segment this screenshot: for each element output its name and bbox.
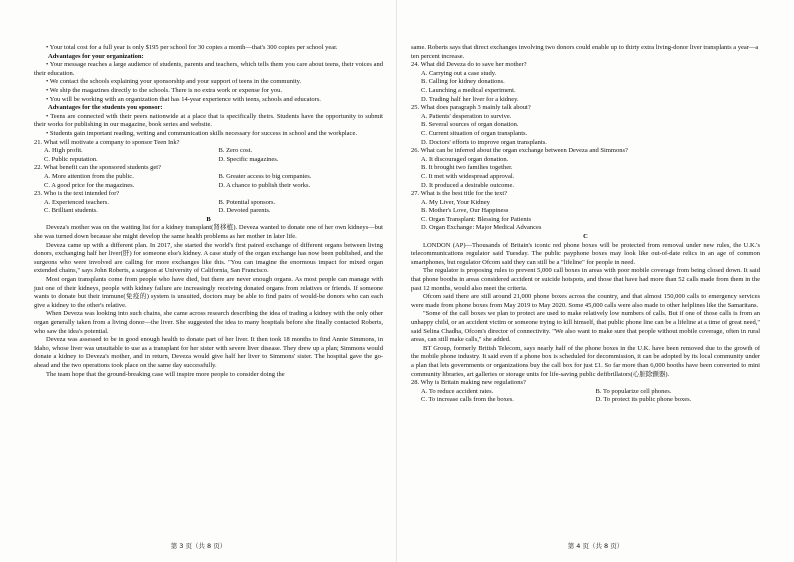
question-23: 23. Who is the text intended for? [34,190,120,198]
options-row [34,173,383,182]
section-heading: Advantages for the students you sponsor: [48,104,163,112]
option: C. A good price for the magazines. [44,181,135,189]
paragraph: • We ship the magazines directly to the schools. There is no extra work or expense for you. [46,86,282,94]
option: A. Carrying out a case study. [421,69,497,77]
option: D. Organ Exchange: Major Medical Advances [421,224,542,232]
paragraph: The regulator is proposing rules to prevent 5,000 call boxes in areas with poor mobile coverage from being closed down. It said that phone booths in areas considered accident or suicide hotspots, and those that have had more than 52 calls made from them in the past 12 months, would also meet the criteria. [411,267,760,292]
paragraph: • Students gain important reading, writing and communication skills necessary for success in school and the workplace. [46,129,357,137]
paragraph: • Your total cost for a full year is only $195 per school for 30 copies a month—that's 300 copies per school year. [46,44,338,51]
paragraph: "Some of the call boxes we plan to protect are used to make relatively low numbers of calls. But if one of those calls is from an unhappy child, or an accident victim or someone trying to kill himself, that public phone line can be a lifeline at a time of great need," said Selina Chadha, Ofcom's director of connectivity. "We also want to make sure that people without mobile coverage, often in rural areas, can still make calls," she added. [411,310,760,344]
paragraph: Deveza came up with a different plan. In 2017, she started the world's first paired exchange of different organs between living donors, exchanging half her liver(肝) for someone else's kidney. A case study of the organ exchange has now been published, and the surgeons who were involved are calling for more exchanges like this. "You can imagine the enormous impact for mixed organ extended chains," says John Roberts, a surgeon at University of California, San Francisco. [34,241,383,275]
question-26: 26. What can be inferred about the organ exchange between Deveza and Simmons? [411,147,628,155]
option: A. Patients' desperation to survive. [421,112,512,120]
option: B. Potential sponsors. [218,198,276,206]
option: D. A chance to publish their works. [218,181,311,189]
option: C. Current situation of organ transplants. [421,129,528,137]
question-24: 24. What did Deveza do to save her mother? [411,61,527,69]
paragraph: LONDON (AP)—Thousands of Britain's iconic red phone boxes will be protected from removal under new rules, the U.K.'s telecommunications regulator said Tuesday. The public payphone boxes may look like out-of-date relics in an age of common smartphones, but regulator Ofcom said they can still be a "lifeline" for people in need. [411,241,760,266]
options-row [34,147,383,156]
option: D. It produced a desirable outcome. [421,181,514,189]
option: A. Experienced teachers. [44,198,109,206]
option: C. It met with widespread approval. [421,172,515,180]
options-row [34,207,383,216]
page-right [397,0,794,562]
option: A. More attention from the public. [44,172,134,180]
paragraph: Deveza's mother was on the waiting list for a kidney transplant(肾移植). Deveza wanted to donate one of her own kidneys—but she was turned down because she might develop the same health problems as her mother in later life. [34,224,383,241]
option: B. To popularize cell phones. [595,387,672,395]
option: D. Trading half her liver for a kidney. [421,95,519,103]
option: C. To increase calls from the boxes. [421,396,514,404]
options-row [411,388,760,397]
question-25: 25. What does paragraph 3 mainly talk about? [411,104,531,112]
option: C. Launching a medical experiment. [421,86,516,94]
paragraph: • Your message reaches a large audience of students, parents and teachers, which tells them you care about teens, their voices and their education. [34,61,383,77]
left-column-text [34,44,383,379]
paragraph: When Deveza was looking into such chains, she came across research describing the idea of trading a kidney with the only other organ generally taken from a living donor—the liver. She suggested the idea to many hospitals before she finally contacted Roberts, who saw the idea's potential. [34,310,383,335]
options-row [411,396,760,405]
paragraph: • We contact the schools explaining your sponsorship and your support of teens in the community. [46,78,302,86]
paragraph: Ofcom said there are still around 21,000 phone boxes across the country, and that almost 150,000 calls to emergency services were made from phone boxes from May 2019 to May 2020. Some 45,000 calls were also made to other helplines like the Samaritans. [411,293,760,309]
option: A. To reduce accident rates. [421,387,494,395]
option: B. Zero cost. [218,147,253,155]
option: D. To protect its public phone boxes. [595,396,692,404]
question-28: 28. Why is Britain making new regulations? [411,379,526,387]
question-21: 21. What will motivate a company to sponsor Teen Ink? [34,138,180,146]
options-row [34,199,383,208]
paragraph: Most organ transplants come from people who have died, but there are never enough organs. As most people can manage with just one of their kidneys, people with kidney failure are increasingly receiving donated organs from relatives or friends. If someone wants to donate but their immune(免疫的) system is unsuited, doctors may be able to find pairs of would-be donors who can each give a kidney to the other's relative. [34,276,383,309]
option: A. It discouraged organ donation. [421,155,509,163]
option: C. Brilliant students. [44,207,98,215]
option: D. Doctors' efforts to improve organ transplants. [421,138,547,146]
option: C. Organ Transplant: Blessing for Patients [421,215,532,223]
option: C. Public reputation. [44,155,98,163]
section-label-c: C [583,233,588,241]
paragraph: • You will be working with an organization that has 14-year experience with teens, schools and educators. [46,95,321,103]
option: B. It brought two families together. [421,164,513,172]
question-22: 22. What benefit can the sponsored students get? [34,164,161,172]
option: B. Greater access to big companies. [218,172,312,180]
options-row [34,182,383,191]
section-label-b: B [206,215,211,223]
option: A. High profit. [44,147,83,155]
option: D. Devoted parents. [218,207,271,215]
options-row [34,156,383,165]
section-heading: Advantages for your organization: [48,52,144,60]
question-27: 27. What is the best title for the text? [411,190,508,198]
paragraph: The team hope that the ground-breaking case will inspire more people to consider doing the [46,370,285,378]
paragraph: Deveza was assessed to be in good enough health to donate part of her liver. It then took 18 months to find Annie Simmons, in Idaho, whose liver was unsuitable to use as a transplant for her sister with severe liver disease. They drew up a plan; Simmons would donate a kidney to Deveza's mother, and in return, Deveza would give half her liver to Simmons' sister. The hospital gave the go-ahead and the two operations took place on the same day successfully. [34,336,383,369]
paragraph: same. Roberts says that direct exchanges involving two donors could enable up to thirty extra living-donor liver transplants a year—a ten percent increase. [411,44,759,60]
paragraph: • Teens are connected with their peers nationwide at a place that is specifically theirs. Students have the opportunity to submit their works for publishing in our magazine, book series and website. [34,112,383,129]
page-footer: 第 3 页（共 8 页） [170,542,227,550]
option: A. My Liver, Your Kidney [421,198,490,206]
page-footer: 第 4 页（共 8 页） [567,542,624,550]
option: B. Calling for kidney donations. [421,78,505,86]
option: B. Several sources of organ donation. [421,121,519,129]
option: B. Mother's Love, Our Happiness [421,207,509,215]
option: D. Specific magazines. [218,155,279,163]
paragraph: BT Group, formerly British Telecom, says nearly half of the phone boxes in the U.K. have been removed due to the growth of the mobile phone industry. It said even if a phone box is scheduled for decommission, it can be adopted by its local community under a plan that lets governments or organizations buy the call box for just £1. So far more than 6,000 booths have been converted to mini community libraries, art galleries or storage units for life-saving public defibrillators(心脏除颤器). [411,344,760,378]
right-column-text [411,44,760,405]
